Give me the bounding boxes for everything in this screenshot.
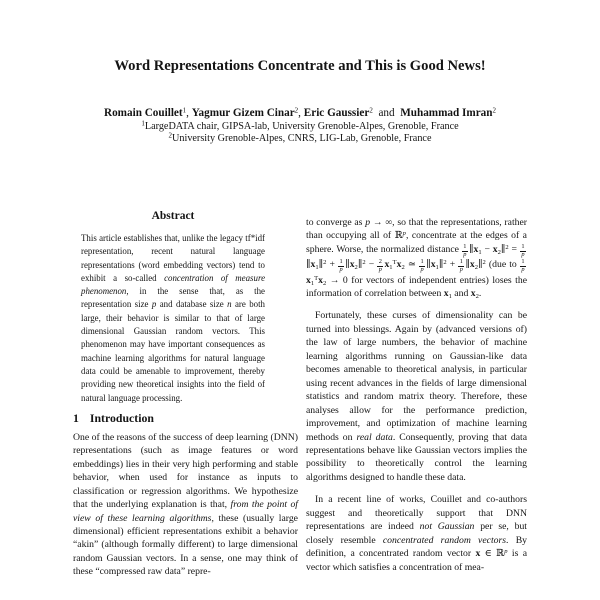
section-number: 1 — [73, 410, 79, 425]
body-paragraph: Fortunately, these curses of dimensionality can be turned into blessings. Again by (advanced versions of) the law of large numbers, the behavior of machine learning algorithms running on Gaussian-like data becomes amenable to theoretical analysis, in particular using recent advances in the fields of large dimensional statistics and random matrix theory. Therefore, these analyses allow for the performance prediction, improvement, and optimization of machine learning methods on real data. Consequently, proving that data representations behave like Gaussian vectors implies the possibility to theoretically control the learning algorithms designed to handle these data. — [306, 310, 528, 483]
intro-paragraph: One of the reasons of the success of deep learning (DNN) representations (such as image features or word embeddings) lies in their very high performing and stable behavior, when used for instance as inputs to classification or regression algorithms. We hypothesize that the underlying explanation is that, from the point of view of these learning algorithms, these (usually large dimensional) efficient representations exhibit a behavior “akin” (although formally different) to large dimensional random Gaussian vectors. In a sense, one may think of these “compressed raw data” repre- — [73, 431, 299, 578]
right-column — [306, 216, 527, 574]
abstract-text: This article establishes that, unlike the legacy tf*idf representation, recent natural language representations (word embedding vectors) tend to exhibit a so-called concentration of measure phenomenon, in the sense that, as the representation size p and database size n are both large, their behavior is similar to that of large dimensional Gaussian random vectors. This phenomenon may have important consequences as machine learning algorithms for natural language data could be amenable to improvement, thereby providing new theoretical insights into the field of natural language processing. — [81, 233, 266, 403]
affiliations — [20, 121, 580, 146]
abstract-block — [81, 209, 265, 405]
author-line: Romain Couillet$^1$, Yagmur Gizem Cinar$^2$, Eric Gaussier$^2$ and Muhammad Imran$^2$ — [104, 106, 496, 119]
affiliation-2: $^2$University Grenoble-Alpes, CNRS, LIG-Lab, Grenoble, France — [168, 131, 432, 145]
paper-title: Word Representations Concentrate and This is Good News! — [114, 58, 486, 74]
body-paragraph: to converge as p → ∞, so that the representations, rather than occupying all of ℝ$^p$, concentrate at the edges of a sphere. Worse, the normalized distance $\frac{1}{p}$ $\parallel x_1$ − $x_2\parallel^2$ = $\frac{1}{p}$ $\parallel x_1\parallel^2$ + $\frac{1}{p}$ $\parallel x_2\parallel^2$ − $\frac{2}{p}$ $x_1^Tx_2$ ≃ $\frac{1}{p}$ $\parallel x_1\parallel^2$ + $\frac{1}{p}$ $\parallel x_2\parallel^2$ (due to $\frac{1}{p}$ $x_1^Tx_2 \to 0$ for vectors of independent entries) loses the information of correlation between $x_1$ and $x_2$. — [306, 217, 528, 301]
section-heading-introduction — [73, 411, 298, 425]
section-title: Introduction — [89, 410, 154, 425]
affiliation-1: $^1$LargeDATA chair, GIPSA-lab, University Grenoble-Alpes, Grenoble, France — [141, 119, 459, 132]
body-paragraph: In a recent line of works, Couillet and co-authors suggest and theoretically support that DNN representations are indeed not Gaussian per se, but closely resemble concentrated random vectors. By definition, a concentrated random vector x ∈ ℝ$^p$ is a vector which satisfies a concentration of mea- — [306, 494, 528, 573]
abstract-heading: Abstract — [151, 210, 195, 222]
left-column — [73, 209, 298, 579]
